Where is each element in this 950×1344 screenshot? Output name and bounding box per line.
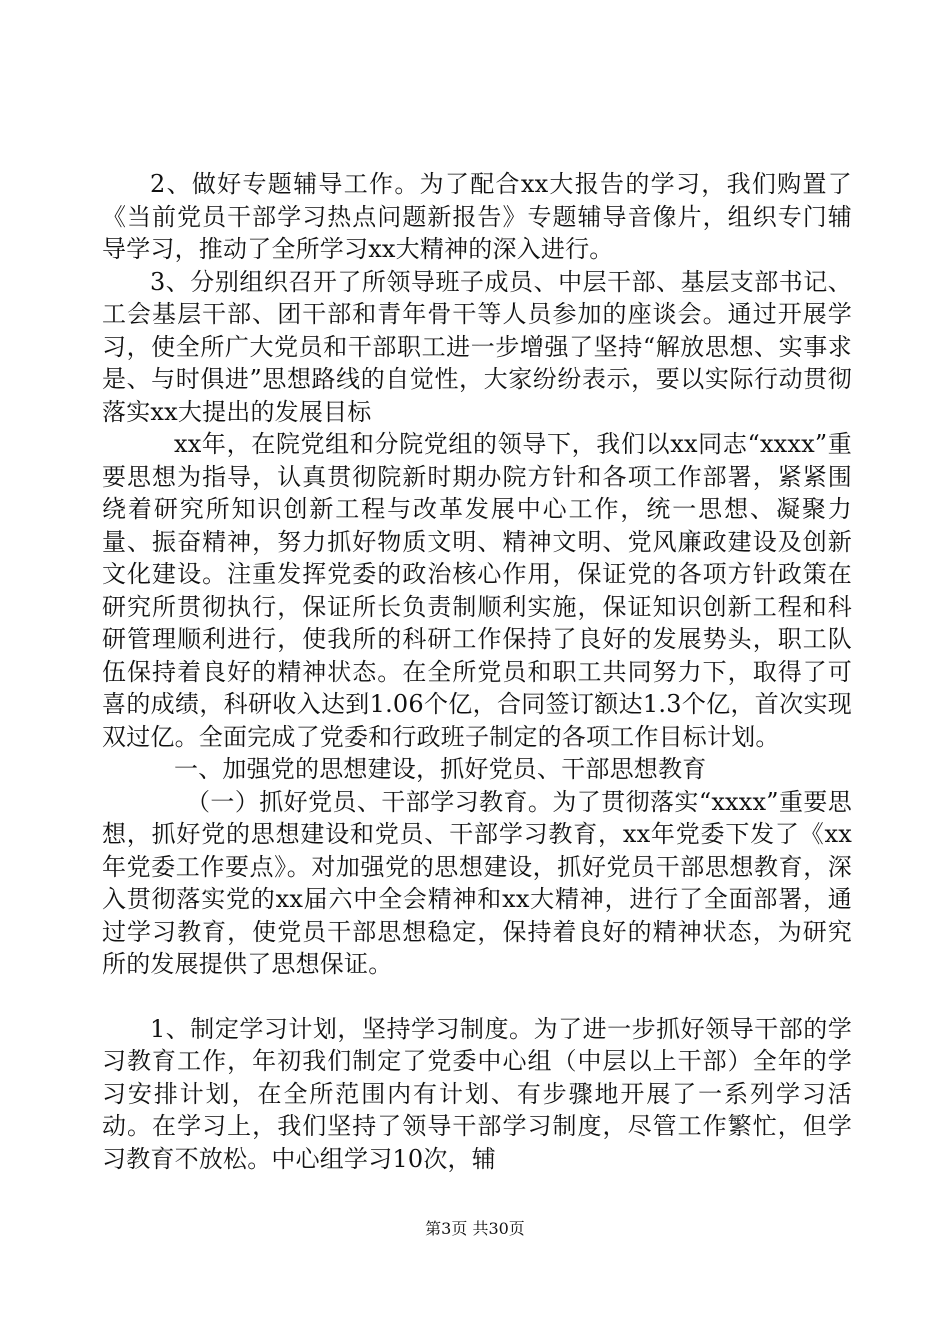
page-number-footer: 第3页 共30页 [425, 1219, 525, 1238]
paragraph-study-plan: 1、制定学习计划，坚持学习制度。为了进一步抓好领导干部的学习教育工作，年初我们制定了党委中心组（中层以上干部）全年的学习安排计划，在全所范围内有计划、有步骤地开展了一系列学习活动。在学习上，我们坚持了领导干部学习制度，尽管工作繁忙，但学习教育不放松。中心组学习10次，辅 [102, 1014, 852, 1173]
paragraph-study-education: （一）抓好党员、干部学习教育。为了贯彻落实“xxxx”重要思想，抓好党的思想建设和党员、干部学习教育，xx年党委下发了《xx年党委工作要点》。对加强党的思想建设，抓好党员干部思想教育，深入贯彻落实党的xx届六中全会精神和xx大精神，进行了全面部署，通过学习教育，使党员干部思想稳定，保持着良好的精神状态，为研究所的发展提供了思想保证。 [102, 787, 852, 978]
paragraph-symposium: 3、分别组织召开了所领导班子成员、中层干部、基层支部书记、工会基层干部、团干部和青年骨干等人员参加的座谈会。通过开展学习，使全所广大党员和干部职工进一步增强了坚持“解放思想、实事求是、与时俱进”思想路线的自觉性，大家纷纷表示，要以实际行动贯彻落实xx大提出的发展目标 [102, 267, 852, 426]
document-body [102, 168, 852, 1175]
paragraph-topic-tutoring: 2、做好专题辅导工作。为了配合xx大报告的学习，我们购置了《当前党员干部学习热点问题新报告》专题辅导音像片，组织专门辅导学习，推动了全所学习xx大精神的深入进行。 [102, 170, 852, 263]
paragraph-annual-summary: xx年，在院党组和分院党组的领导下，我们以xx同志“xxxx”重要思想为指导，认真贯彻院新时期办院方针和各项工作部署，紧紧围绕着研究所知识创新工程与改革发展中心工作，统一思想、凝聚力量、振奋精神，努力抓好物质文明、精神文明、党风廉政建设及创新文化建设。注重发挥党委的政治核心作用，保证党的各项方针政策在研究所贯彻执行，保证所长负责制顺利实施，保证知识创新工程和科研管理顺利进行，使我所的科研工作保持了良好的发展势头，职工队伍保持着良好的精神状态。在全所党员和职工共同努力下，取得了可喜的成绩，科研收入达到1.06个亿，合同签订额达1.3个亿，首次实现双过亿。全面完成了党委和行政班子制定的各项工作目标计划。 [102, 430, 852, 751]
section-heading-ideological-building: 一、加强党的思想建设，抓好党员、干部思想教育 [174, 755, 707, 783]
